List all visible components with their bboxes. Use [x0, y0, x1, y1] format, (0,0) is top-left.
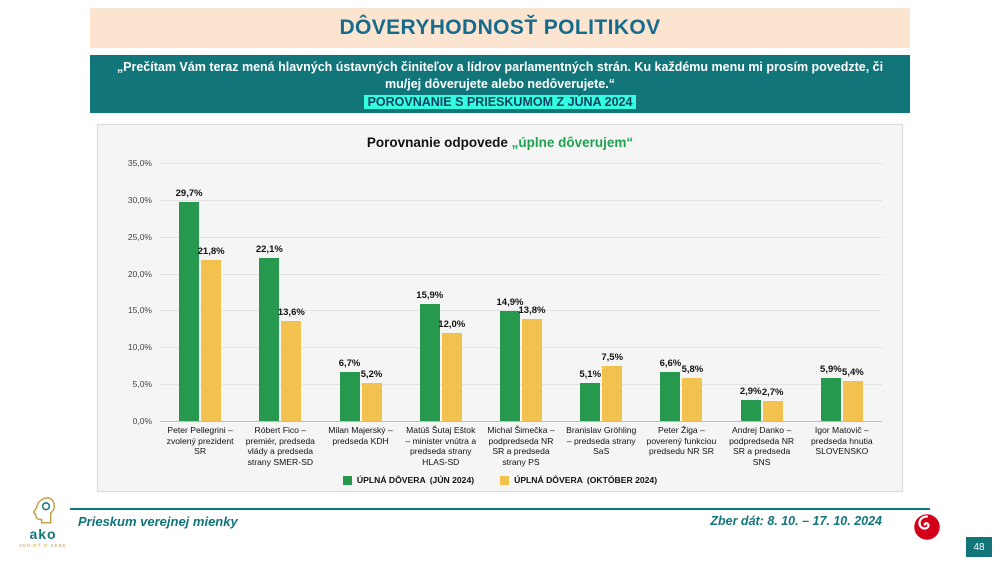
- bar-group: [320, 163, 400, 421]
- bar-value-label: 6,7%: [338, 357, 361, 369]
- bar-jun: [820, 363, 842, 421]
- bar-jun: [659, 358, 682, 421]
- bar-okt: [360, 368, 383, 421]
- bar-group: [641, 163, 721, 421]
- bar-okt: [277, 306, 305, 421]
- slide-title-banner: [90, 8, 910, 48]
- bar-groups: [160, 163, 882, 421]
- ako-tagline: VEDIEŤ O SEBE: [19, 543, 67, 548]
- bar-okt: [761, 387, 784, 421]
- question-text: „Prečítam Vám teraz mená hlavných ústavných činiteľov a lídrov parlamentných strán. Ku každému menu mi prosím povedzte, či mu/jej dôverujete alebo nedôverujete.“: [116, 60, 884, 91]
- bar-value-label: 7,5%: [601, 351, 624, 363]
- bar-value-label: 21,8%: [197, 246, 225, 258]
- chart-title: [98, 135, 902, 150]
- x-tick-label: Milan Majerský – predseda KDH: [328, 425, 393, 446]
- chart-title-accent: „úplne dôverujem“: [511, 135, 634, 150]
- question-subtitle-highlight: POROVNANIE S PRIESKUMOM Z JÚNA 2024: [364, 95, 637, 109]
- plot-area: [160, 163, 882, 421]
- x-tick-label: Peter Pellegrini – zvolený prezident SR: [166, 425, 234, 457]
- y-tick-label: 20,0%: [127, 268, 152, 279]
- bar-group: [561, 163, 641, 421]
- x-tick-label: Peter Žiga – poverený funkciou predsedu NR SR: [646, 425, 717, 457]
- y-tick-label: 15,0%: [127, 305, 152, 316]
- y-tick-label: 35,0%: [127, 158, 152, 168]
- chart-panel: [97, 124, 903, 492]
- bar-value-label: 5,1%: [579, 369, 602, 381]
- x-tick-label: Róbert Fico – premiér, predseda vlády a predseda strany SMER-SD: [245, 425, 315, 468]
- bar-jun: [416, 289, 444, 421]
- y-tick-label: 5,0%: [132, 379, 152, 390]
- ako-wordmark: ako: [29, 526, 57, 542]
- bar-value-label: 5,2%: [360, 368, 383, 380]
- bar-value-label: 5,9%: [820, 363, 842, 375]
- page-title: DÔVERYHODNOSŤ POLITIKOV: [339, 16, 661, 39]
- footer-date-label: Zber dát: 8. 10. – 17. 10. 2024: [710, 514, 882, 528]
- bar-jun: [496, 297, 524, 421]
- legend-item-okt: [500, 475, 657, 485]
- bar-okt: [197, 246, 225, 421]
- bar-value-label: 5,4%: [842, 367, 864, 379]
- y-tick-label: 10,0%: [127, 342, 152, 353]
- bar-group: [160, 163, 240, 421]
- bar-value-label: 15,9%: [416, 289, 444, 301]
- page-number-badge: 48: [966, 537, 992, 557]
- footer-survey-label: Prieskum verejnej mienky: [78, 514, 238, 529]
- footer-divider: [70, 508, 930, 510]
- head-profile-icon: [28, 495, 58, 525]
- question-banner: [90, 55, 910, 113]
- x-tick-label: Igor Matovič – predseda hnutia SLOVENSKO: [811, 425, 873, 457]
- chart-legend: [98, 475, 902, 485]
- bar-jun: [579, 369, 602, 421]
- bar-group: [401, 163, 481, 421]
- bar-value-label: 12,0%: [438, 318, 466, 330]
- ako-logo: [14, 495, 72, 557]
- legend-label-jun: ÚPLNÁ DÔVERA: [356, 475, 426, 485]
- bar-value-label: 13,8%: [518, 305, 546, 317]
- legend-item-jun: [343, 475, 474, 485]
- legend-label-okt: ÚPLNÁ DÔVERA: [514, 475, 583, 485]
- bar-okt: [842, 367, 864, 421]
- bar-group: [481, 163, 561, 421]
- bar-value-label: 2,9%: [739, 385, 762, 397]
- bar-jun: [255, 244, 283, 421]
- bar-value-label: 6,6%: [659, 358, 682, 370]
- bar-okt: [601, 351, 624, 421]
- legend-period-okt: (OKTÓBER 2024): [586, 475, 658, 485]
- y-tick-label: 30,0%: [127, 194, 152, 205]
- legend-period-jun: (JÚN 2024): [429, 475, 475, 485]
- bar-okt: [438, 318, 466, 421]
- bar-jun: [175, 188, 203, 421]
- bar-value-label: 2,7%: [761, 387, 784, 399]
- bar-group: [722, 163, 802, 421]
- bar-value-label: 13,6%: [277, 306, 305, 318]
- bar-value-label: 22,1%: [255, 244, 283, 256]
- bar-value-label: 5,8%: [681, 364, 704, 376]
- grid-line: [160, 421, 882, 422]
- bar-value-label: 14,9%: [496, 297, 524, 309]
- bar-okt: [518, 305, 546, 421]
- legend-swatch-jun-icon: [343, 476, 352, 485]
- bar-value-label: 29,7%: [175, 188, 203, 200]
- bar-group: [802, 163, 882, 421]
- x-tick-label: Matúš Šutaj Eštok – minister vnútra a predseda strany HLAS-SD: [405, 425, 477, 468]
- legend-swatch-okt-icon: [500, 476, 509, 485]
- y-axis: [98, 158, 156, 426]
- bar-jun: [739, 385, 762, 421]
- bar-okt: [681, 364, 704, 421]
- x-tick-label: Andrej Danko – podpredseda NR SR a predseda SNS: [729, 425, 795, 468]
- chart-title-main: Porovnanie odpovede: [366, 135, 512, 150]
- bar-group: [240, 163, 320, 421]
- bar-jun: [338, 357, 361, 421]
- y-tick-label: 0,0%: [132, 416, 152, 426]
- x-tick-label: Branislav Gröhling – predseda strany SaS: [566, 425, 637, 457]
- brand-swirl-icon: [912, 512, 942, 542]
- x-tick-label: Michal Šimečka – podpredseda NR SR a predseda strany PS: [487, 425, 555, 468]
- y-tick-label: 25,0%: [127, 231, 152, 242]
